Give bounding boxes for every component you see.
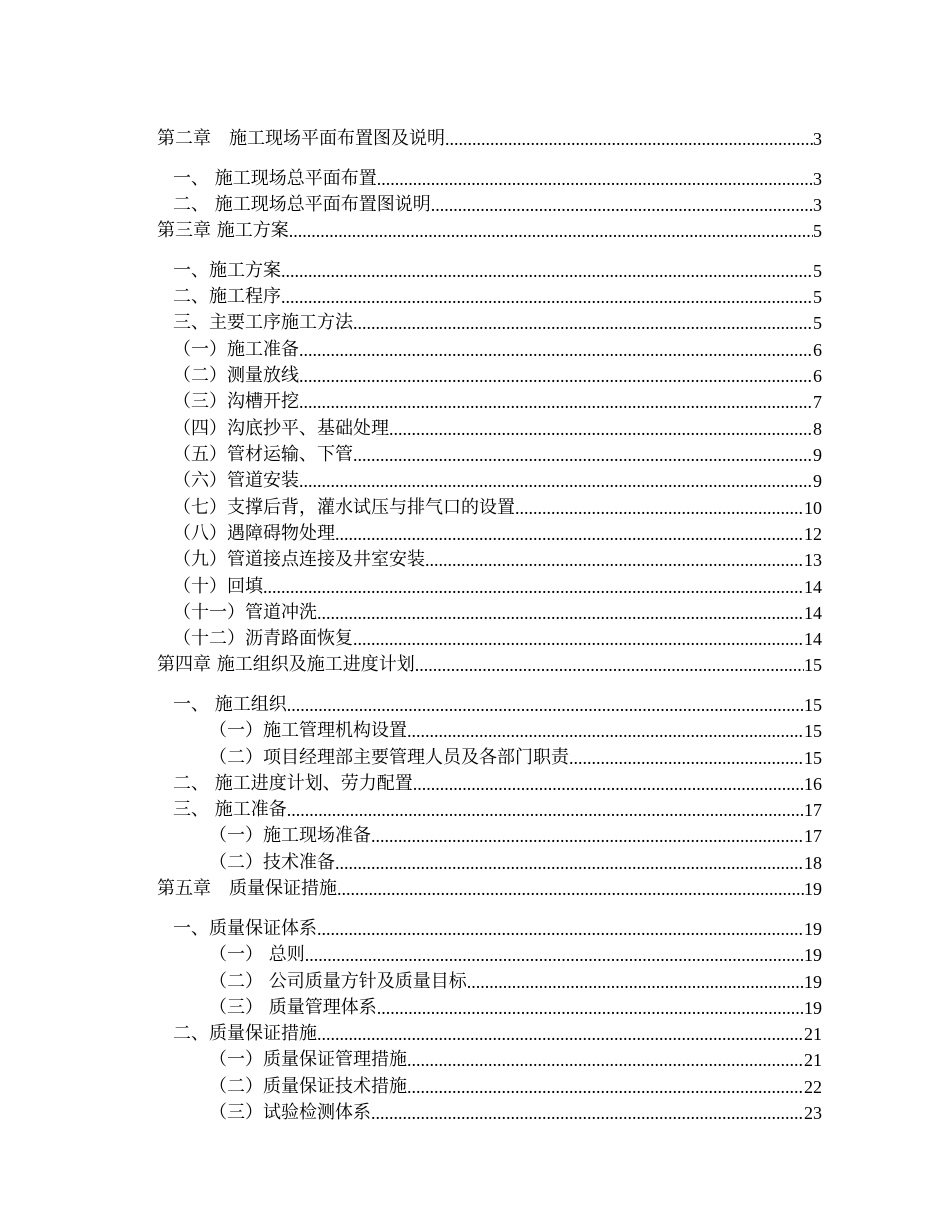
toc-entry-page-number: 5 — [813, 287, 822, 307]
toc-entry[interactable] — [157, 1021, 822, 1047]
toc-entry-title: 第四章 施工组织及施工进度计划 — [157, 654, 415, 675]
toc-entry-page-number: 16 — [804, 774, 822, 794]
toc-entry-page-number: 3 — [813, 195, 822, 215]
toc-entry-title: 第三章 施工方案 — [157, 220, 289, 241]
toc-dot-leader — [317, 1021, 804, 1047]
toc-entry[interactable] — [157, 389, 822, 415]
toc-entry-page-number: 5 — [813, 313, 822, 333]
toc-entry-page-number: 15 — [804, 748, 822, 768]
toc-dot-leader — [299, 337, 813, 363]
toc-entry[interactable] — [157, 1074, 822, 1100]
toc-entry-page-number: 17 — [804, 826, 822, 846]
toc-entry[interactable] — [157, 876, 822, 902]
toc-dot-leader — [389, 416, 813, 442]
toc-entry[interactable] — [157, 969, 822, 995]
toc-entry[interactable] — [157, 1047, 822, 1073]
toc-dot-leader — [289, 218, 813, 244]
toc-entry-page-number: 18 — [804, 853, 822, 873]
toc-entry[interactable] — [157, 258, 822, 284]
toc-entry-page-number: 19 — [804, 879, 822, 899]
toc-dot-leader — [281, 258, 813, 284]
toc-dot-leader — [263, 574, 804, 600]
toc-entry[interactable] — [157, 310, 822, 336]
toc-dot-leader — [299, 389, 813, 415]
toc-entry-title: （一）施工准备 — [173, 339, 299, 360]
toc-dot-leader — [337, 876, 804, 902]
toc-entry-title: （一）施工管理机构设置 — [209, 720, 407, 741]
toc-entry[interactable] — [157, 942, 822, 968]
toc-entry-page-number: 3 — [813, 169, 822, 189]
toc-entry[interactable] — [157, 652, 822, 678]
toc-entry[interactable] — [157, 126, 822, 152]
toc-entry-page-number: 19 — [804, 919, 822, 939]
toc-entry[interactable] — [157, 337, 822, 363]
toc-dot-leader — [287, 692, 804, 718]
toc-entry-page-number: 5 — [813, 221, 822, 241]
toc-entry-title: 一、施工方案 — [173, 260, 281, 281]
toc-entry-page-number: 21 — [804, 1050, 822, 1070]
toc-entry-page-number: 6 — [813, 340, 822, 360]
toc-dot-leader — [467, 969, 804, 995]
toc-entry-title: （二）项目经理部主要管理人员及各部门职责 — [209, 747, 569, 768]
toc-dot-leader — [415, 652, 804, 678]
toc-entry-page-number: 9 — [813, 471, 822, 491]
toc-entry[interactable] — [157, 692, 822, 718]
toc-entry[interactable] — [157, 521, 822, 547]
toc-entry-title: （二） 公司质量方针及质量目标 — [209, 971, 467, 992]
toc-entry[interactable] — [157, 218, 822, 244]
toc-dot-leader — [413, 771, 804, 797]
toc-dot-leader — [281, 284, 813, 310]
toc-entry[interactable] — [157, 995, 822, 1021]
toc-dot-leader — [515, 495, 804, 521]
toc-dot-leader — [407, 718, 804, 744]
toc-entry-title: （一）施工现场准备 — [209, 825, 371, 846]
toc-entry-title: 一、质量保证体系 — [173, 918, 317, 939]
toc-dot-leader — [445, 126, 813, 152]
toc-dot-leader — [317, 916, 804, 942]
toc-entry-page-number: 21 — [804, 1024, 822, 1044]
toc-dot-leader — [407, 1047, 804, 1073]
toc-entry-title: （二）质量保证技术措施 — [209, 1076, 407, 1097]
toc-dot-leader — [371, 823, 804, 849]
toc-dot-leader — [353, 626, 804, 652]
toc-entry-title: （二）测量放线 — [173, 365, 299, 386]
toc-entry-title: 一、 施工组织 — [173, 694, 287, 715]
toc-entry-page-number: 22 — [804, 1077, 822, 1097]
toc-entry[interactable] — [157, 850, 822, 876]
toc-entry-page-number: 15 — [804, 695, 822, 715]
toc-entry-page-number: 14 — [804, 629, 822, 649]
toc-entry[interactable] — [157, 745, 822, 771]
toc-entry-title: （九）管道接点连接及井室安装 — [173, 549, 425, 570]
toc-dot-leader — [371, 1100, 804, 1126]
toc-dot-leader — [407, 1074, 804, 1100]
toc-entry-title: （三）沟槽开挖 — [173, 391, 299, 412]
toc-entry-page-number: 19 — [804, 945, 822, 965]
toc-entry[interactable] — [157, 495, 822, 521]
toc-entry-title: 三、主要工序施工方法 — [173, 312, 353, 333]
toc-entry-page-number: 19 — [804, 972, 822, 992]
toc-entry-title: （一）质量保证管理措施 — [209, 1049, 407, 1070]
toc-entry-title: 第二章 施工现场平面布置图及说明 — [157, 128, 445, 149]
toc-dot-leader — [317, 600, 804, 626]
toc-entry-page-number: 19 — [804, 998, 822, 1018]
toc-entry-title: （三） 质量管理体系 — [209, 997, 377, 1018]
toc-dot-leader — [299, 468, 813, 494]
toc-entry-title: （一） 总则 — [209, 944, 305, 965]
toc-entry-title: 二、 施工现场总平面布置图说明 — [173, 194, 431, 215]
toc-dot-leader — [287, 797, 804, 823]
toc-dot-leader — [353, 310, 813, 336]
toc-entry-page-number: 23 — [804, 1103, 822, 1123]
toc-entry[interactable] — [157, 916, 822, 942]
toc-entry-page-number: 9 — [813, 445, 822, 465]
toc-entry-page-number: 8 — [813, 419, 822, 439]
toc-entry-title: 三、 施工准备 — [173, 799, 287, 820]
toc-entry[interactable] — [157, 416, 822, 442]
toc-entry-page-number: 3 — [813, 129, 822, 149]
toc-entry-title: （十一）管道冲洗 — [173, 602, 317, 623]
toc-entry[interactable] — [157, 363, 822, 389]
toc-entry-page-number: 15 — [804, 721, 822, 741]
toc-entry[interactable] — [157, 468, 822, 494]
toc-entry[interactable] — [157, 771, 822, 797]
toc-entry-page-number: 10 — [804, 498, 822, 518]
toc-entry-title: 二、 施工进度计划、劳力配置 — [173, 773, 413, 794]
toc-dot-leader — [569, 745, 804, 771]
toc-entry-title: （十）回填 — [173, 576, 263, 597]
toc-entry[interactable] — [157, 600, 822, 626]
toc-entry-title: （六）管道安装 — [173, 470, 299, 491]
toc-entry[interactable] — [157, 797, 822, 823]
toc-entry[interactable] — [157, 284, 822, 310]
toc-entry[interactable] — [157, 166, 822, 192]
toc-entry[interactable] — [157, 442, 822, 468]
toc-entry[interactable] — [157, 1100, 822, 1126]
toc-dot-leader — [377, 166, 813, 192]
toc-entry-title: （五）管材运输、下管 — [173, 444, 353, 465]
toc-entry[interactable] — [157, 192, 822, 218]
toc-dot-leader — [431, 192, 813, 218]
toc-entry[interactable] — [157, 718, 822, 744]
toc-entry-title: （七）支撑后背，灌水试压与排气口的设置 — [173, 497, 515, 518]
toc-dot-leader — [377, 995, 804, 1021]
toc-entry-page-number: 7 — [813, 392, 822, 412]
toc-entry-title: 二、施工程序 — [173, 286, 281, 307]
toc-entry-page-number: 14 — [804, 603, 822, 623]
toc-entry-title: 一、 施工现场总平面布置 — [173, 168, 377, 189]
toc-dot-leader — [353, 442, 813, 468]
toc-entry-title: （三）试验检测体系 — [209, 1102, 371, 1123]
toc-entry-page-number: 5 — [813, 261, 822, 281]
toc-entry-title: （十二）沥青路面恢复 — [173, 628, 353, 649]
toc-entry-title: 二、质量保证措施 — [173, 1023, 317, 1044]
toc-dot-leader — [335, 521, 804, 547]
toc-entry-page-number: 6 — [813, 366, 822, 386]
toc-entry-page-number: 17 — [804, 800, 822, 820]
toc-entry-page-number: 13 — [804, 550, 822, 570]
toc-dot-leader — [425, 547, 804, 573]
toc-entry-title: 第五章 质量保证措施 — [157, 878, 337, 899]
toc-entry-page-number: 14 — [804, 577, 822, 597]
toc-dot-leader — [299, 363, 813, 389]
toc-entry[interactable] — [157, 823, 822, 849]
toc-entry-title: （二）技术准备 — [209, 852, 335, 873]
toc-entry[interactable] — [157, 547, 822, 573]
toc-entry-title: （四）沟底抄平、基础处理 — [173, 418, 389, 439]
toc-entry[interactable] — [157, 574, 822, 600]
toc-entry-page-number: 15 — [804, 655, 822, 675]
toc-dot-leader — [335, 850, 804, 876]
toc-entry[interactable] — [157, 626, 822, 652]
toc-dot-leader — [305, 942, 804, 968]
toc-entry-page-number: 12 — [804, 524, 822, 544]
toc-entry-title: （八）遇障碍物处理 — [173, 523, 335, 544]
